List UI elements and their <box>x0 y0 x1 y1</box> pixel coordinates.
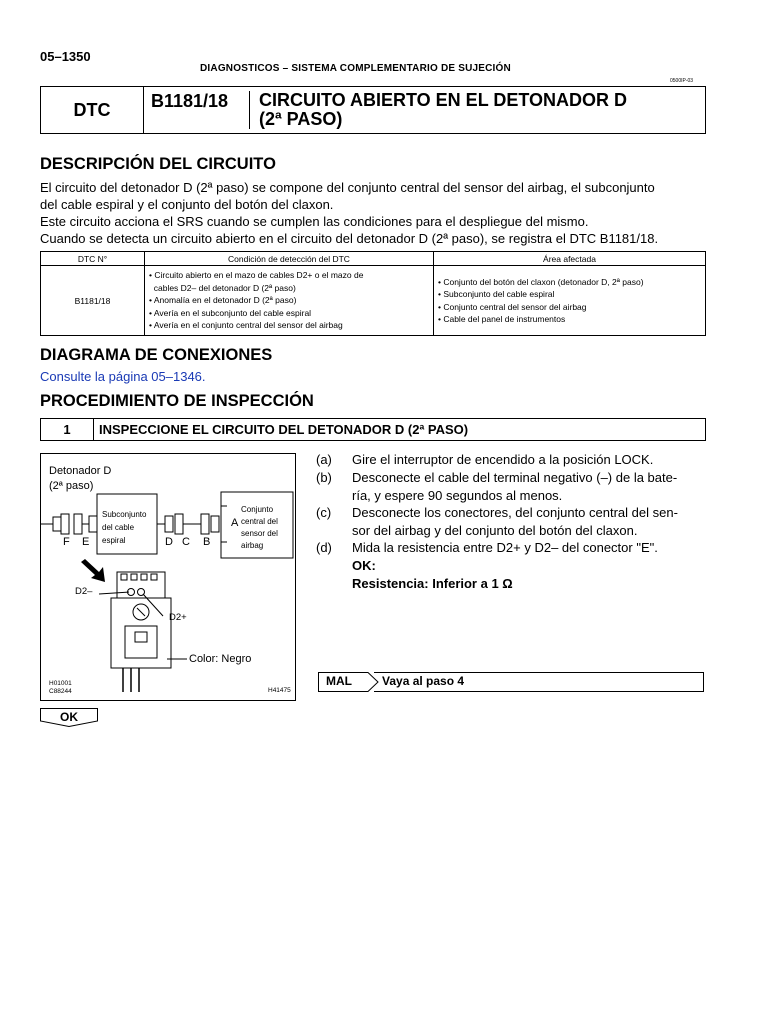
connector-a-label: A <box>231 517 239 529</box>
color-label: Color: Negro <box>189 653 252 665</box>
dtc-label: DTC <box>41 87 144 133</box>
ok-result <box>40 708 98 727</box>
mal-action <box>318 672 704 692</box>
dtc-title-line2: (2ª PASO) <box>259 109 343 129</box>
d2-plus-label: D2+ <box>169 612 187 623</box>
section-header: DIAGNOSTICOS – SISTEMA COMPLEMENTARIO DE SUJECIÓN <box>200 63 511 74</box>
ok-text: OK <box>60 710 78 724</box>
description-text <box>40 179 708 247</box>
resistance-spec: Resistencia: Inferior a 1 Ω <box>352 576 513 591</box>
figure-codes: H01001 C88244 <box>49 680 72 695</box>
condition-item: • Anomalía en el detonador D (2ª paso) <box>149 295 297 306</box>
table-header-dtc: DTC N° <box>41 252 145 266</box>
connector-e-label: E <box>82 536 90 548</box>
area-item: • Conjunto central del sensor del airbag <box>438 301 587 312</box>
connector-c-label: C <box>182 536 190 548</box>
reference-code: 0500IP-03 <box>670 78 694 84</box>
spiral-label: Subconjunto del cable espiral <box>102 510 147 545</box>
step-number: 1 <box>41 419 94 440</box>
area-item: • Conjunto del botón del claxon (detonador D, 2ª paso) <box>438 276 644 287</box>
area-item: • Subconjunto del cable espiral <box>438 289 555 299</box>
wiring-heading: DIAGRAMA DE CONEXIONES <box>40 346 273 364</box>
dtc-code: B1181/18 <box>151 91 229 111</box>
description-heading: DESCRIPCIÓN DEL CIRCUITO <box>40 155 276 173</box>
connector-b-label: B <box>203 536 211 548</box>
connector-diagram <box>40 453 296 701</box>
figure-code-right: H41475 <box>268 687 291 694</box>
step-title: INSPECCIONE EL CIRCUITO DEL DETONADOR D (2ª PASO) <box>99 422 469 437</box>
dtc-divider <box>249 91 252 129</box>
condition-item: • Circuito abierto en el mazo de cables D2+ o el mazo de <box>149 270 364 281</box>
description-line: Este circuito acciona el SRS cuando se cumplen las condiciones para el despliegue del mismo. <box>40 214 589 229</box>
condition-item: • Avería en el conjunto central del sensor del airbag <box>149 320 343 331</box>
step-header <box>40 418 706 441</box>
detonator-label: Detonador D (2ª paso) <box>49 465 112 492</box>
dtc-table <box>40 251 706 336</box>
area-item: • Cable del panel de instrumentos <box>438 314 566 324</box>
connector-d-label: D <box>165 536 173 548</box>
description-line: El circuito del detonador D (2ª paso) se compone del conjunto central del sensor del airbag, el subconjunto <box>40 180 655 195</box>
dtc-title <box>259 91 627 129</box>
description-line: Cuando se detecta un circuito abierto en el circuito del detonador D (2ª paso), se registra el DTC B1181/18. <box>40 231 659 246</box>
instructions: (a) Gire el interruptor de encendido a la posición LOCK. (b) Desconecte el cable del terminal negativo (–) de la bate- ría, y espere 90 segundos al menos. (c) Desconecte los conectores, del conjunto central del sen- sor del airbag y del conjunto del botón del claxon. (d) Mida la resistencia entre D2+ y D2– del conector "E". OK: Resistencia: Inferior a 1 Ω <box>316 452 678 591</box>
condition-item: cables D2– del detonador D (2ª paso) <box>153 282 296 293</box>
table-cell-areas <box>434 266 706 336</box>
dtc-title-line1: CIRCUITO ABIERTO EN EL DETONADOR D <box>259 90 628 110</box>
mal-label: MAL <box>326 674 352 688</box>
d2-minus-label: D2– <box>75 586 93 597</box>
inspection-heading: PROCEDIMIENTO DE INSPECCIÓN <box>40 392 314 410</box>
sensor-label: Conjunto central del sensor del airbag <box>241 505 278 550</box>
table-header-area: Área afectada <box>434 252 706 266</box>
dtc-title-box <box>40 86 706 134</box>
mal-goto-step[interactable]: Vaya al paso 4 <box>382 674 465 688</box>
condition-item: • Avería en el subconjunto del cable espiral <box>149 307 312 318</box>
table-cell-conditions <box>145 266 434 336</box>
ok-label: OK: <box>352 558 376 573</box>
connector-f-label: F <box>63 536 70 548</box>
page-number: 05–1350 <box>40 49 91 64</box>
table-header-condition: Condición de detección del DTC <box>145 252 434 266</box>
wiring-link[interactable]: Consulte la página 05–1346. <box>40 369 206 384</box>
table-cell-dtc: B1181/18 <box>41 266 145 336</box>
description-line: del cable espiral y el conjunto del botón del claxon. <box>40 197 334 212</box>
